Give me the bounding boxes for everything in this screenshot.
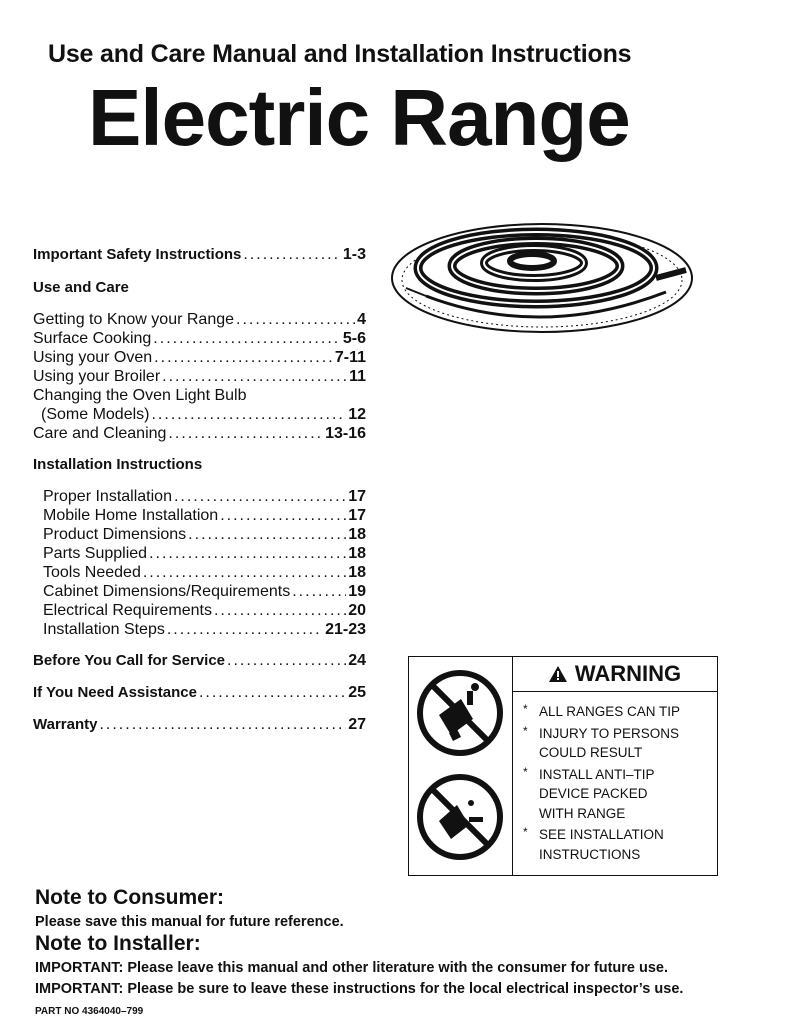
note-installer-heading: Note to Installer:	[35, 932, 201, 955]
toc-page: 12	[348, 406, 366, 423]
toc-entry	[43, 563, 366, 582]
warning-heading	[513, 657, 717, 692]
toc-label: Care and Cleaning	[33, 425, 167, 442]
toc-leader	[236, 310, 355, 329]
toc-page: 24	[348, 652, 366, 669]
toc-entry	[43, 620, 366, 639]
coil-burner-illustration	[386, 218, 698, 338]
toc-entry	[43, 544, 366, 563]
toc-entry	[41, 405, 366, 424]
toc-page: 25	[348, 684, 366, 701]
toc-label: Important Safety Instructions	[33, 246, 242, 263]
toc-leader	[220, 506, 346, 525]
toc-page: 21-23	[325, 621, 366, 638]
toc-label: Proper Installation	[43, 488, 172, 505]
note-installer-line: IMPORTANT: Please be sure to leave these instructions for the local electrical inspector’s use.	[35, 981, 684, 997]
toc-leader	[292, 582, 346, 601]
toc-page: 13-16	[325, 425, 366, 442]
toc-leader	[174, 487, 346, 506]
toc-page: 17	[348, 488, 366, 505]
manual-subtitle: Use and Care Manual and Installation Instructions	[48, 40, 632, 68]
warning-triangle-icon	[549, 666, 567, 682]
toc-entry	[33, 310, 366, 329]
toc-entry	[43, 601, 366, 620]
toc-leader	[154, 348, 333, 367]
toc-entry	[33, 367, 366, 386]
toc-entry	[33, 329, 366, 348]
toc-entry-assistance	[33, 683, 366, 702]
warning-item: * INSTALL ANTI–TIP DEVICE PACKED WITH RANGE	[521, 765, 664, 824]
toc-label: Surface Cooking	[33, 330, 152, 347]
toc-entry	[33, 348, 366, 367]
toc-label: Before You Call for Service	[33, 652, 226, 669]
part-number: PART NO 4364040–799	[35, 1006, 144, 1017]
toc-entry	[43, 487, 366, 506]
toc-page: 18	[348, 564, 366, 581]
toc-label: Getting to Know your Range	[33, 311, 235, 328]
tip-over-prohibition-icon	[409, 657, 512, 875]
warning-item: * ALL RANGES CAN TIP	[521, 702, 717, 722]
toc-entry	[43, 525, 366, 544]
warning-title: WARNING	[574, 661, 682, 686]
warning-box	[408, 656, 718, 876]
toc-leader	[188, 525, 346, 544]
toc-label: Tools Needed	[43, 564, 141, 581]
toc-entry-service	[33, 651, 366, 670]
toc-label: Using your Broiler	[33, 368, 161, 385]
toc-entry	[43, 582, 366, 601]
toc-label: Installation Steps	[43, 621, 165, 638]
toc-label: Parts Supplied	[43, 545, 148, 562]
warning-item: * INJURY TO PERSONS COULD RESULT	[521, 724, 709, 763]
toc-entry	[33, 386, 366, 405]
toc-label: Mobile Home Installation	[43, 507, 219, 524]
toc-label: Warranty	[33, 716, 98, 733]
toc-section-installation: Installation Instructions	[33, 456, 203, 473]
toc-leader	[199, 683, 346, 702]
toc-leader	[168, 424, 323, 443]
note-installer-line: IMPORTANT: Please leave this manual and other literature with the consumer for future use.	[35, 960, 669, 976]
toc-page: 19	[348, 583, 366, 600]
toc-page: 1-3	[342, 246, 366, 263]
toc-leader	[99, 715, 346, 734]
toc-page: 18	[348, 526, 366, 543]
warning-list	[513, 692, 717, 864]
toc-page: 5-6	[342, 330, 366, 347]
toc-label: Product Dimensions	[43, 526, 187, 543]
toc-entry	[43, 506, 366, 525]
toc-label: Using your Oven	[33, 349, 153, 366]
toc-page: 11	[349, 368, 366, 385]
toc-leader	[162, 367, 347, 386]
toc-page: 20	[348, 602, 366, 619]
toc-label: Electrical Requirements	[43, 602, 212, 619]
warning-item: * SEE INSTALLATION INSTRUCTIONS	[521, 825, 699, 864]
warning-icons	[409, 657, 513, 875]
note-consumer-text: Please save this manual for future reference.	[35, 914, 344, 930]
toc-label: If You Need Assistance	[33, 684, 197, 701]
warning-text-panel	[513, 657, 717, 875]
toc-label: (Some Models)	[41, 406, 150, 423]
toc-leader	[167, 620, 323, 639]
toc-label: Changing the Oven Light Bulb	[33, 387, 247, 404]
toc-page: 17	[348, 507, 366, 524]
note-consumer-heading: Note to Consumer:	[35, 886, 224, 909]
toc-leader	[151, 405, 346, 424]
toc-leader	[143, 563, 346, 582]
toc-leader	[243, 245, 341, 264]
page-title: Electric Range	[88, 73, 630, 162]
toc-leader	[214, 601, 346, 620]
toc-leader	[227, 651, 346, 670]
toc-entry-warranty	[33, 715, 366, 734]
toc-page: 27	[348, 716, 366, 733]
toc-leader	[153, 329, 341, 348]
toc-entry	[33, 424, 366, 443]
toc-page: 18	[348, 545, 366, 562]
toc-leader	[149, 544, 346, 563]
toc-label: Cabinet Dimensions/Requirements	[43, 583, 291, 600]
toc-entry-safety	[33, 245, 366, 264]
toc-page: 7-11	[334, 349, 366, 366]
toc-page: 4	[357, 311, 366, 328]
toc-section-use-and-care: Use and Care	[33, 279, 129, 296]
